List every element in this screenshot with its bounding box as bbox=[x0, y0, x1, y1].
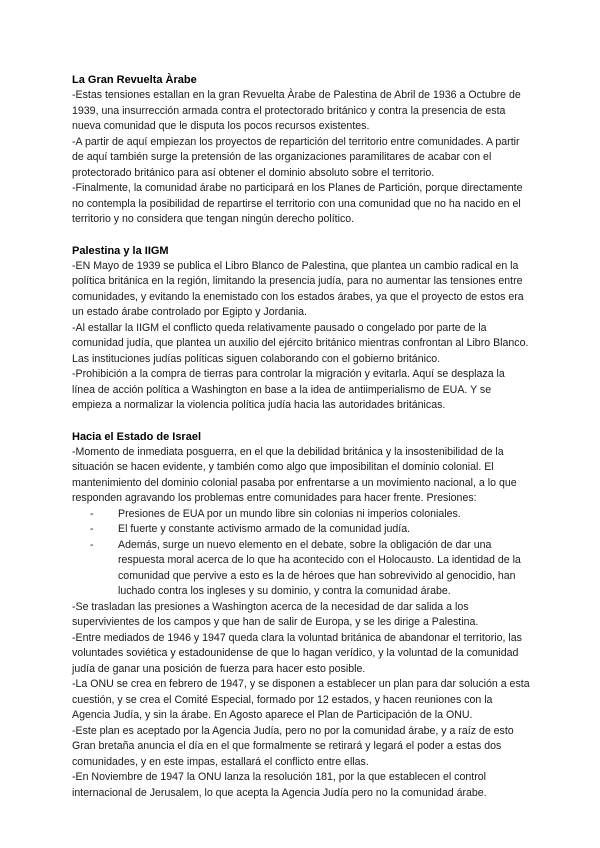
section-palestina-iigm bbox=[72, 243, 530, 414]
paragraph: -Prohibición a la compra de tierras para controlar la migración y evitarla. Aquí se desplaza la línea de acción política a Washington en base a la idea de antiimperialismo de EUA. Y se empieza a normalizar la violencia política judía hacia las autoridades británicas. bbox=[72, 368, 505, 411]
paragraph: -Entre mediados de 1946 y 1947 queda clara la voluntad británica de abandonar el territorio, las voluntades soviética y estadounidense de que lo hagan verídico, y la voluntad de la comunidad judía de ganar una posición de fuerza para hacer esto posible. bbox=[72, 631, 522, 675]
paragraph: -A partir de aquí empiezan los proyectos de repartición del territorio entre comunidades. A partir de aquí también surge la pretensión de las organizaciones paramilitares de acabar con el protectorado británico para así obtener el dominio absoluto sobre el territorio. bbox=[72, 135, 520, 179]
paragraph: -EN Mayo de 1939 se publica el Libro Blanco de Palestina, que plantea un cambio radical en la política británica en la región, limitando la presencia judía, para no aumentar las tensiones entre comunidades, y evitando la enemistado con los estados árabes, ya que el proyecto de estos era un estado árabe controlado por Egipto y Jordania. bbox=[72, 259, 524, 318]
document-page bbox=[72, 72, 530, 816]
section-heading: Hacia el Estado de Israel bbox=[72, 430, 202, 443]
paragraph: -Este plan es aceptado por la Agencia Judía, pero no por la comunidad árabe, y a raíz de esto Gran bretaña anuncia el día en el que formalmente se retirará y legará el poder a estas dos comunidades, y en este impas, estallará el conflicto entre ellas. bbox=[72, 724, 514, 768]
section-gran-revuelta bbox=[72, 72, 530, 228]
section-heading: Palestina y la IIGM bbox=[72, 244, 169, 257]
paragraph: -Finalmente, la comunidad árabe no participará en los Planes de Partición, porque directamente no contempla la posibilidad de repartirse el territorio con una comunidad que no ha nacido en el territorio y no considera que tengan ningún derecho político. bbox=[72, 182, 523, 225]
list-item: - Presiones de EUA por un mundo libre sin colonias ni imperios coloniales. bbox=[88, 507, 530, 523]
section-heading: La Gran Revuelta Àrabe bbox=[72, 74, 197, 86]
paragraph: -En Noviembre de 1947 la ONU lanza la resolución 181, por la que establecen el control internacional de Jerusalem, lo que acepta la Agencia Judía pero no la comunidad árabe. bbox=[72, 771, 487, 799]
bullet-list bbox=[72, 507, 530, 600]
paragraph: -Estas tensiones estallan en la gran Revuelta Àrabe de Palestina de Abril de 1936 a Octubre de 1939, una insurrección armada contra el protectorado británico y contra la presencia de esta nueva comunidad que le disputa los pocos recursos existentes. bbox=[72, 89, 521, 132]
paragraph: -La ONU se crea en febrero de 1947, y se disponen a establecer un plan para dar solución a esta cuestión, y se crea el Comité Especial, formado por 12 estados, y hacen reuniones con la Agencia Judía, y sin la árabe. En Agosto aparece el Plan de Participación de la ONU. bbox=[72, 678, 530, 721]
paragraph-intro: -Momento de inmediata posguerra, en el que la debilidad británica y la insostenibilidad de la situación se hacen evidente, y también como algo que imposibilitan el dominio colonial. El mantenimiento del dominio colonial pasaba por enfrentarse a un movimiento nacional, a lo que responden agravando los problemas entre comunidades para hacer frente. Presiones: bbox=[72, 445, 517, 504]
list-item: - El fuerte y constante activismo armado de la comunidad judía. bbox=[88, 522, 530, 538]
paragraph: -Se trasladan las presiones a Washington acerca de la necesidad de dar salida a los supervivientes de los campos y que han de salir de Europa, y se les dirige a Palestina. bbox=[72, 600, 479, 628]
section-estado-israel bbox=[72, 429, 530, 802]
list-item: - Además, surge un nuevo elemento en el debate, sobre la obligación de dar una respuesta moral acerca de lo que ha acontecido con el Holocausto. La identidad de la comunidad que pervive a esto es la de héroes que han sobrevivido al genocidio, han luchado contra los ingleses y su dominio, y contra la comunidad árabe. bbox=[88, 538, 530, 600]
paragraph: -Al estallar la IIGM el conflicto queda relativamente pausado o congelado por parte de la comunidad judía, que plantea un auxilio del ejército británico mientras confrontan al Libro Blanco. Las instituciones judías políticas siguen colaborando con el gobierno británico. bbox=[72, 321, 529, 365]
